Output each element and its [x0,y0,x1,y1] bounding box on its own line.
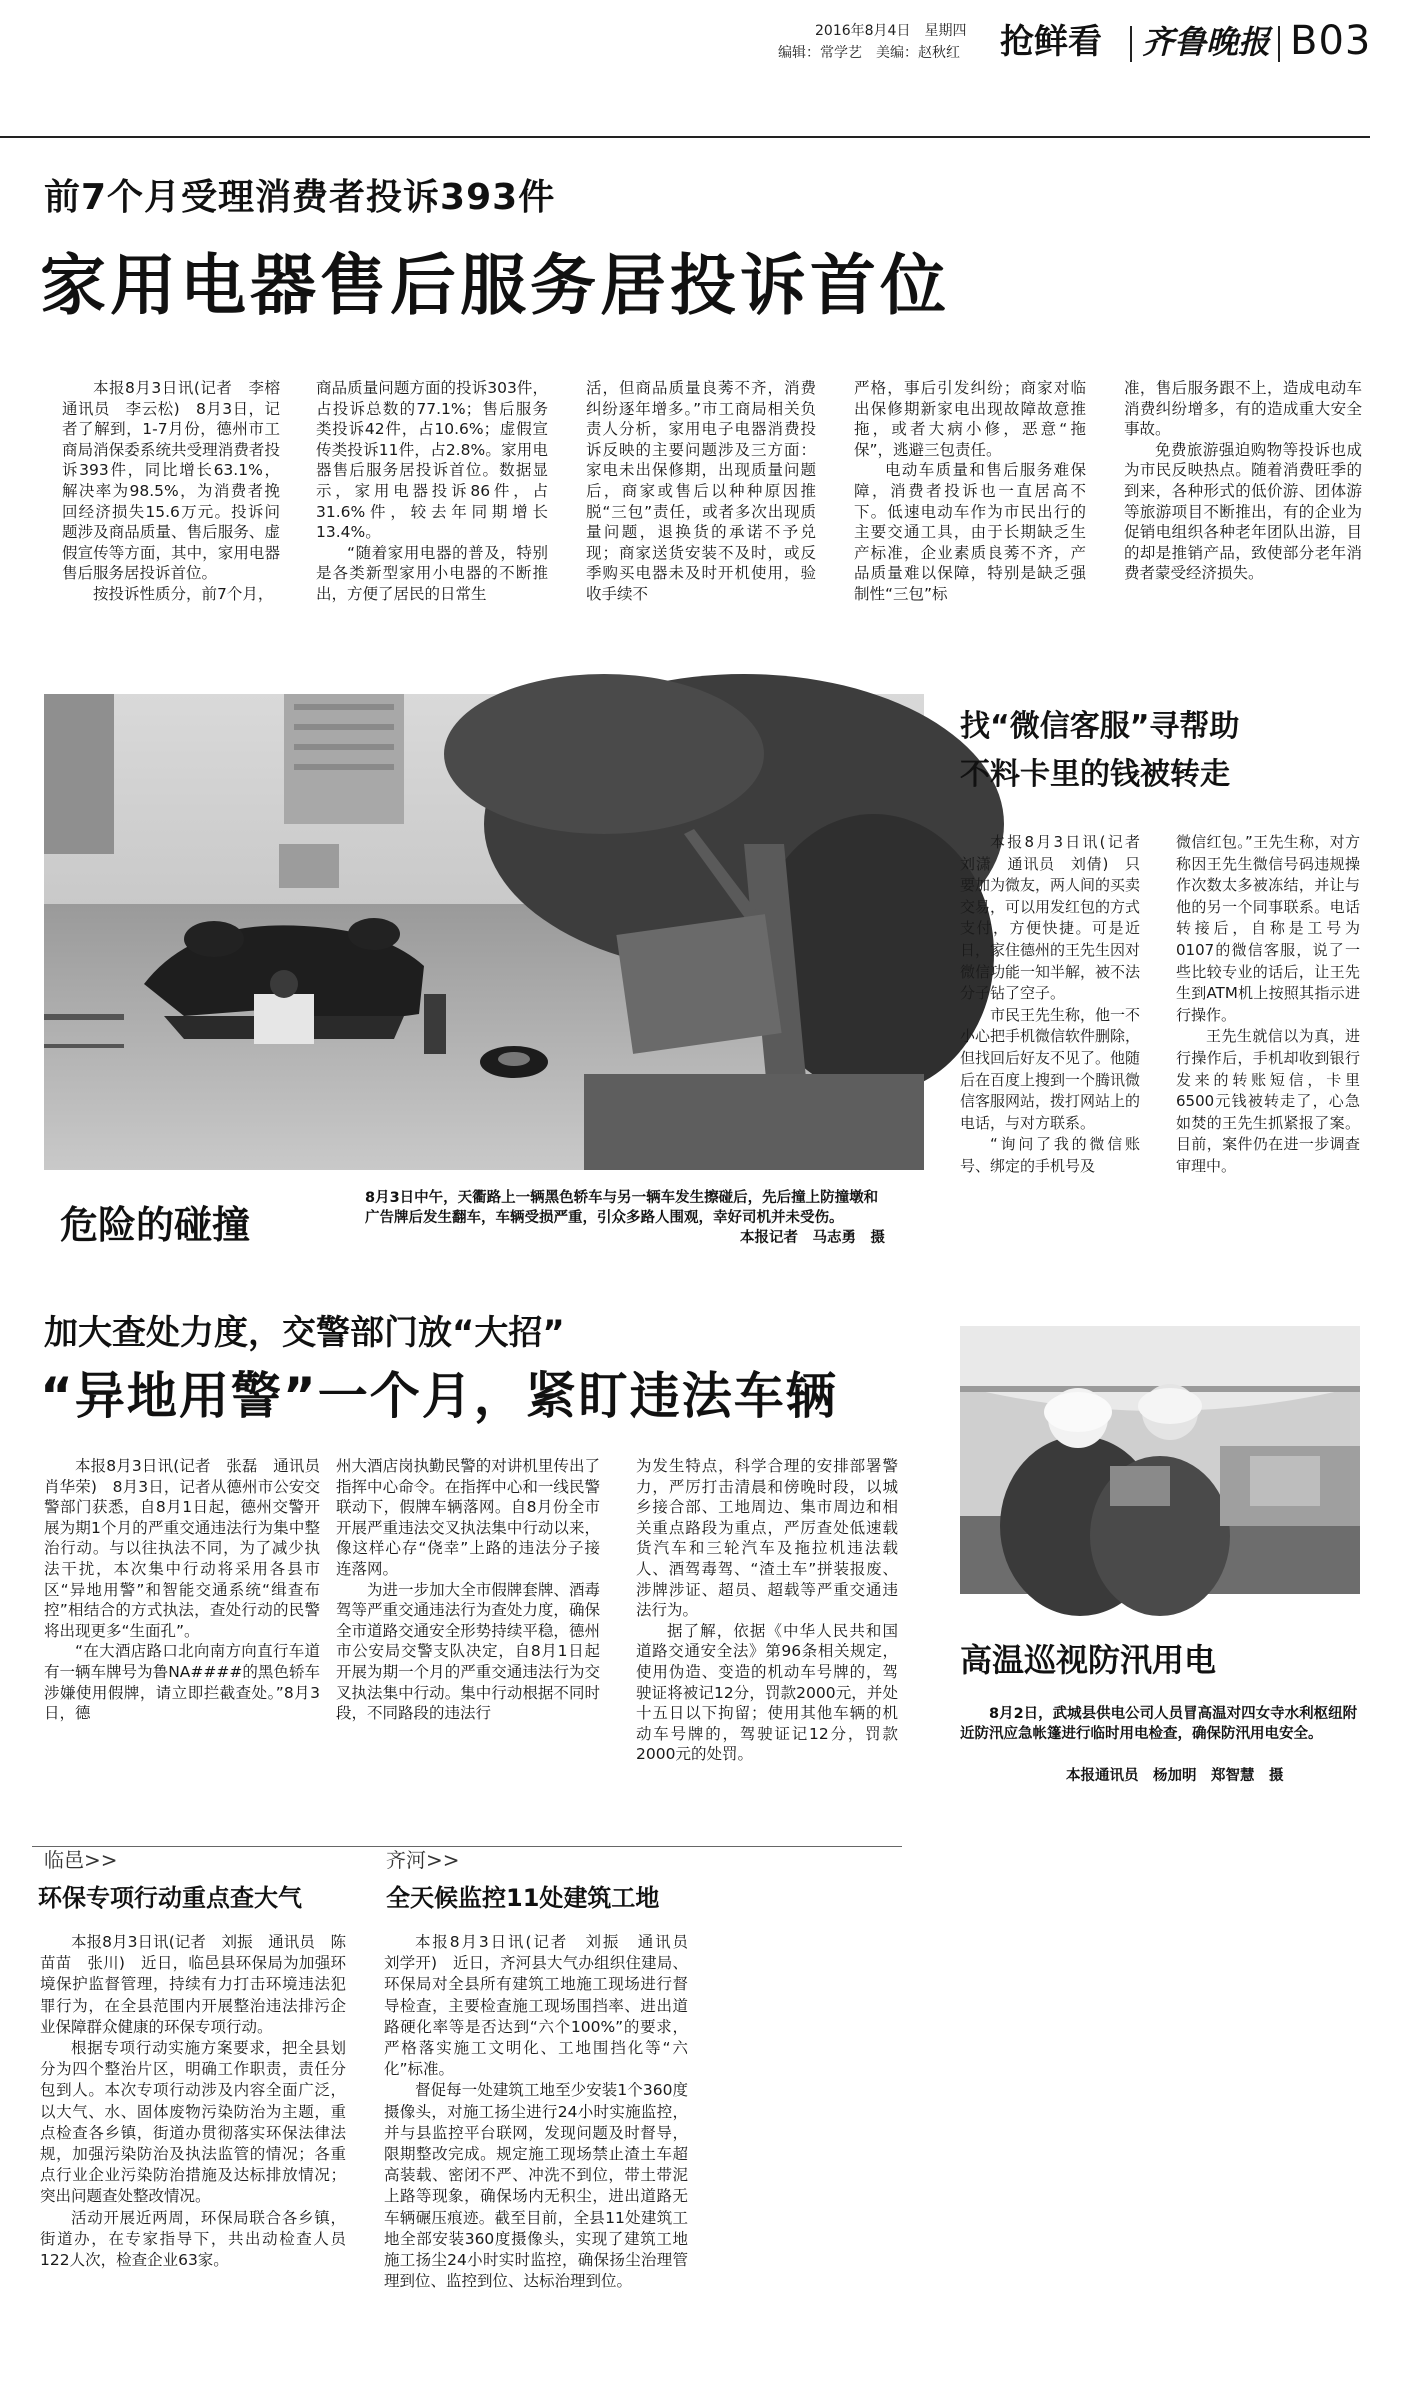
crash-caption-text: 8月3日中午，天衢路上一辆黑色轿车与另一辆车发生擦碰后，先后撞上防撞墩和广告牌后发生翻车，车辆受损严重，引众多路人围观，幸好司机并未受伤。 [365,1190,879,1226]
page-number: B03 [1290,18,1372,64]
electricians-image [960,1326,1360,1594]
wechat-title-line1: 找“微信客服”寻帮助 [960,709,1240,744]
traffic-paragraph: 为进一步加大全市假牌套牌、酒毒驾等严重交通违法行为查处力度，确保全市道路交通安全形势持续平稳，德州市公安局交警支队决定，自8月1日起开展为期一个月的严重交通违法行为交叉执法集中行动。集中行动根据不同时段，不同路段的违法行 [336,1580,600,1723]
lead-paragraph: 活，但商品质量良莠不齐，消费纠纷逐年增多。”市工商局相关负责人分析，家用电子电器消费投诉反映的主要问题涉及三方面：家电未出保修期，出现质量问题后，商家或售后以种种原因推脱“三包”责任，或者多次出现质量问题，退换货的承诺不予兑现；商家送货安装不及时，或反季购买电器未及时开机使用，验收手续不 [586,379,816,603]
traffic-column-1 [44,1456,336,1812]
overturned-car-image [44,694,924,1170]
linyi-paragraph: 活动开展近两周，环保局联合各乡镇，街道办，在专家指导下，共出动检查人员122人次，检查企业63家。 [40,2208,346,2270]
traffic-paragraph: 据了解，依据《中华人民共和国道路交通安全法》第96条相关规定，使用伪造、变造的机动车号牌的，驾驶证将被记12分，罚款2000元，并处十五日以下拘留；使用其他车辆的机动车号牌的，驾驶证记12分，罚款2000元的处罚。 [636,1621,898,1764]
lead-paragraph: 免费旅游强迫购物等投诉也成为市民反映热点。随着消费旺季的到来，各种形式的低价游、团体游等旅游项目不断推出，有的企业为促销电组织各种老年团队出游，目的却是推销产品，致使部分老年消费者蒙受经济损失。 [1124,440,1362,583]
wechat-column-2 [1176,832,1360,1272]
crash-photo [44,694,924,1170]
wechat-paragraph: 市民王先生称，他一不小心把手机微信软件删除，但找回后好友不见了。他随后在百度上搜到一个腾讯微信客服网站，拨打网站上的电话，与对方联系。 [960,1005,1141,1132]
masthead-rule [0,136,1370,138]
bottom-section-rule [32,1846,902,1847]
qihe-title: 全天候监控11处建筑工地 [386,1884,660,1912]
wechat-paragraph: 微信红包。”王先生称，对方称因王先生微信号码违规操作次数太多被冻结，并让与他的另一个同事联系。电话转接后，自称是工号为0107的微信客服，说了一些比较专业的话后，让王先生到ATM机上按照其指示进行操作。 [1176,833,1360,1024]
flood-caption-text: 8月2日，武城县供电公司人员冒高温对四女寺水利枢纽附近防汛应急帐篷进行临时用电检查，确保防汛用电安全。 [960,1706,1358,1742]
wechat-paragraph: 本报8月3日讯(记者 刘潇 通讯员 刘倩) 只要加为微友，两人间的买卖交易，可以用发红包的方式支付，方便快捷。可是近日，家住德州的王先生因对微信功能一知半解，被不法分子钻了空子。 [960,833,1156,1003]
linyi-tag: 临邑>> [44,1848,118,1872]
lead-paragraph: 电动车质量和售后服务难保障，消费者投诉也一直居高不下。低速电动车作为市民出行的主要交通工具，由于长期缺乏生产标准，企业素质良莠不齐，产品质量难以保障，特别是缺乏强制性“三包”标 [854,461,1086,603]
traffic-paragraph: 州大酒店岗执勤民警的对讲机里传出了指挥中心命令。在指挥中心和一线民警联动下，假牌车辆落网。自8月份全市开展严重违法交叉执法集中行动以来，像这样心存“侥幸”上路的违法分子接连落网。 [336,1457,600,1578]
section-name: 抢鲜看 [1000,22,1102,62]
traffic-paragraph: “在大酒店路口北向南方向直行车道有一辆车牌号为鲁NA####的黑色轿车涉嫌使用假牌，请立即拦截查处。”8月3日，德 [44,1642,320,1723]
lead-column-3 [586,378,816,648]
traffic-column-2 [336,1456,600,1812]
masthead-divider-1 [1130,26,1132,62]
lead-paragraph: 商品质量问题方面的投诉303件，占投诉总数的77.1%；售后服务类投诉42件，占10.6%；虚假宣传类投诉11件，占2.8%。家用电器售后服务居投诉首位。数据显示，家用电器投诉86件，占31.6%件，较去年同期增长13.4%。 [316,379,548,542]
lead-column-1 [62,378,296,648]
linyi-paragraph: 根据专项行动实施方案要求，把全县划分为四个整治片区，明确工作职责，责任分包到人。本次专项行动涉及内容全面广泛，以大气、水、固体废物污染防治为主题，重点检查各乡镇，街道办贯彻落实环保法律法规，加强污染防治及执法监管的情况；各重点行业企业污染防治措施及达标排放情况；突出问题查处整改情况。 [40,2039,346,2206]
wechat-title-line2: 不料卡里的钱被转走 [960,757,1230,792]
lead-paragraph: 按投诉性质分，前7个月， [93,584,274,603]
crash-photo-caption [365,1188,885,1248]
flood-photo-credit: 本报通讯员 杨加明 郑智慧 摄 [1066,1768,1284,1784]
crash-photo-title: 危险的碰撞 [60,1203,251,1247]
crash-photo-credit: 本报记者 马志勇 摄 [740,1230,885,1246]
flood-photo [960,1326,1360,1594]
lead-paragraph: 准，售后服务跟不上，造成电动车消费纠纷增多，有的造成重大安全事故。 [1124,379,1362,439]
lead-column-5 [1124,378,1362,648]
traffic-paragraph: 为发生特点，科学合理的安排部署警力，严厉打击清晨和傍晚时段，以城乡接合部、工地周边、集市周边和相关重点路段为重点，严厉查处低速载货汽车和三轮汽车及拖拉机违法载人、酒驾毒驾、“渣土车”拼装报废、涉牌涉证、超员、超载等严重交通违法行为。 [636,1457,898,1620]
traffic-paragraph: 本报8月3日讯(记者 张磊 通讯员 肖华荣) 8月3日，记者从德州市公安交警部门获悉，自8月1日起，德州交警开展为期1个月的严重交通违法行为集中整治行动。与以往执法不同，为了减少执法干扰，本次集中行动将采用各县市区“异地用警”和智能交通系统“缉查布控”相结合的方式执法，查处行动的民警将出现更多“生面孔”。 [44,1457,336,1640]
qihe-paragraph: 本报8月3日讯(记者 刘振 通讯员 刘学开) 近日，齐河县大气办组织住建局、环保局对全县所有建筑工地施工现场进行督导检查，主要检查施工现场围挡率、进出道路硬化率等是否达到“六个100%”的要求，严格落实施工文明化、工地围挡化等“六化”标准。 [384,1933,704,2079]
lead-paragraph: 严格，事后引发纠纷；商家对临出保修期新家电出现故障故意推拖，或者大病小修，恶意“拖保”，逃避三包责任。 [854,379,1086,459]
lead-paragraph: “随着家用电器的普及，特别是各类新型家用小电器的不断推出，方便了居民的日常生 [316,543,548,603]
wechat-column-1 [960,832,1156,1272]
traffic-title: “异地用警”一个月，紧盯违法车辆 [40,1367,838,1425]
editor-credits: 编辑：常学艺 美编：赵秋红 [778,45,960,61]
linyi-title: 环保专项行动重点查大气 [38,1884,302,1912]
lead-subtitle: 前7个月受理消费者投诉393件 [44,177,556,218]
flood-photo-caption [960,1704,1360,1744]
flood-photo-title: 高温巡视防汛用电 [960,1641,1217,1679]
qihe-paragraph: 督促每一处建筑工地至少安装1个360度摄像头，对施工扬尘进行24小时实施监控，并与县监控平台联网，发现问题及时督导，限期整改完成。规定施工现场禁止渣土车超高装载、密闭不严、冲洗不到位，带土带泥上路等现象，确保场内无积尘，进出道路无车辆碾压痕迹。截至目前，全县11处建筑工地全部安装360度摄像头，实现了建筑工地施工扬尘24小时实时监控，确保扬尘治理管理到位、监控到位、达标治理到位。 [384,2081,688,2291]
newspaper-logo: 齐鲁晚报 [1142,23,1271,61]
issue-date: 2016年8月4日 星期四 [815,23,967,39]
linyi-body [40,1932,346,2372]
masthead-divider-2 [1278,26,1280,62]
qihe-body [384,1932,704,2372]
lead-title: 家用电器售后服务居投诉首位 [40,247,950,324]
wechat-paragraph: “询问了我的微信账号、绑定的手机号及 [960,1135,1140,1175]
traffic-subtitle: 加大查处力度，交警部门放“大招” [44,1313,565,1353]
lead-column-4 [854,378,1086,648]
lead-column-2 [316,378,548,648]
traffic-column-3 [636,1456,898,1812]
wechat-paragraph: 王先生就信以为真，进行操作后，手机却收到银行发来的转账短信，卡里6500元钱被转走了，心急如焚的王先生抓紧报了案。目前，案件仍在进一步调查审理中。 [1176,1027,1360,1175]
lead-paragraph: 本报8月3日讯(记者 李榕 通讯员 李云松) 8月3日，记者了解到，1-7月份，德州市工商局消保委系统共受理消费者投诉393件，同比增长63.1%，解决率为98.5%，为消费者挽回经济损失15.6万元。投诉问题涉及商品质量、售后服务、虚假宣传等方面，其中，家用电器售后服务居投诉首位。 [62,379,296,583]
qihe-tag: 齐河>> [386,1848,460,1872]
linyi-paragraph: 本报8月3日讯(记者 刘振 通讯员 陈苗苗 张川) 近日，临邑县环保局为加强环境保护监督管理，持续有力打击环境违法犯罪行为，在全县范围内开展整治违法排污企业保障群众健康的环保专项行动。 [40,1933,346,2036]
